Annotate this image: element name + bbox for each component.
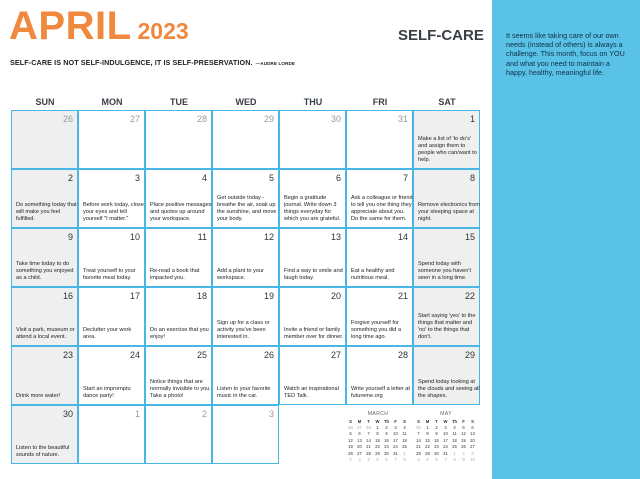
mini-day: 3 xyxy=(394,425,397,431)
day-cell xyxy=(279,287,346,346)
day-cell xyxy=(346,169,413,228)
day-activity: Place positive messages and quotes up around your workspace. xyxy=(150,202,212,222)
mini-day: 15 xyxy=(425,437,430,443)
day-cell xyxy=(212,405,279,464)
day-cell xyxy=(78,169,145,228)
mini-weekday: M xyxy=(425,418,430,424)
mini-day: 21 xyxy=(366,444,371,450)
weekday-label: MON xyxy=(101,97,123,107)
weekday-label: WED xyxy=(235,97,257,107)
quote-text: SELF-CARE IS NOT SELF-INDULGENCE, IT IS SELF-PRESERVATION. xyxy=(10,58,253,67)
day-cell xyxy=(212,169,279,228)
mini-weekday: Th xyxy=(451,418,458,424)
mini-calendar-week xyxy=(346,444,410,450)
day-cell xyxy=(346,228,413,287)
day-number: 1 xyxy=(469,114,475,124)
day-number: 21 xyxy=(397,291,408,301)
day-number: 8 xyxy=(469,173,475,183)
mini-day: 7 xyxy=(444,457,447,463)
day-activity: Do something today that will make you feel fulfilled. xyxy=(16,202,77,222)
mini-day: 28 xyxy=(366,450,371,456)
day-activity: Make a list of 'to do's' and assign them to people who can/want to help. xyxy=(418,136,477,163)
day-activity: Begin a gratitude journal. Write down 3 things everyday for which you are grateful. xyxy=(284,195,341,222)
day-cell xyxy=(11,110,78,169)
day-number: 27 xyxy=(129,114,140,124)
weekday-label: SAT xyxy=(438,97,456,107)
day-activity: Spend today with someone you haven't seen in a long time. xyxy=(418,261,472,281)
mini-calendar-week xyxy=(346,450,410,456)
day-activity: Treat yourself to your favorite meal today. xyxy=(83,268,136,281)
mini-day: 22 xyxy=(425,444,430,450)
mini-day: 4 xyxy=(367,457,370,463)
mini-day: 31 xyxy=(393,450,398,456)
day-cell xyxy=(145,346,212,405)
mini-day: 5 xyxy=(376,457,379,463)
mini-day: 10 xyxy=(443,431,448,437)
day-number: 6 xyxy=(335,173,341,183)
mini-day: 10 xyxy=(393,431,398,437)
day-cell xyxy=(346,287,413,346)
day-activity: Start saying 'yes' to the things that matter and 'no' to the things that don't. xyxy=(418,313,476,340)
mini-day: 6 xyxy=(358,431,361,437)
mini-calendar-week xyxy=(346,437,410,443)
day-cell xyxy=(346,110,413,169)
day-number: 31 xyxy=(397,114,408,124)
mini-day: 8 xyxy=(376,431,379,437)
day-activity: Do an exercise that you enjoy! xyxy=(150,327,209,340)
day-activity: Remove electronics from your sleeping space at night. xyxy=(418,202,480,222)
day-activity: Watch an inspirational TED Talk. xyxy=(284,386,339,399)
mini-calendar-weekdays xyxy=(414,418,478,424)
mini-day: 25 xyxy=(452,444,457,450)
mini-day: 16 xyxy=(434,437,439,443)
quote xyxy=(10,58,295,67)
mini-day: 28 xyxy=(366,425,371,431)
day-number: 13 xyxy=(330,232,341,242)
mini-day: 11 xyxy=(402,431,407,437)
mini-calendar-week xyxy=(346,431,410,437)
day-cell xyxy=(145,110,212,169)
day-number: 9 xyxy=(67,232,73,242)
quote-author: —AUDRE LORDE xyxy=(255,61,296,66)
day-cell xyxy=(78,287,145,346)
day-number: 2 xyxy=(201,409,207,419)
mini-weekday: S xyxy=(417,418,420,424)
mini-day: 4 xyxy=(453,425,456,431)
mini-day: 6 xyxy=(471,425,474,431)
weekday-label: THU xyxy=(303,97,323,107)
day-number: 5 xyxy=(268,173,274,183)
weekday-label: FRI xyxy=(372,97,388,107)
mini-day: 2 xyxy=(349,457,352,463)
mini-day: 29 xyxy=(375,450,380,456)
mini-calendar-week xyxy=(414,456,478,462)
day-number: 4 xyxy=(201,173,207,183)
calendar-title xyxy=(9,4,189,49)
day-number: 2 xyxy=(67,173,73,183)
mini-weekday: T xyxy=(435,418,438,424)
day-number: 30 xyxy=(62,409,73,419)
mini-weekday: F xyxy=(394,418,397,424)
mini-day: 2 xyxy=(462,450,465,456)
mini-day: 17 xyxy=(443,437,448,443)
day-cell xyxy=(11,169,78,228)
mini-day: 15 xyxy=(375,437,380,443)
day-cell xyxy=(11,405,78,464)
mini-calendar xyxy=(414,411,478,463)
day-number: 3 xyxy=(134,173,140,183)
mini-day: 11 xyxy=(452,431,457,437)
day-cell xyxy=(413,110,480,169)
mini-day: 14 xyxy=(366,437,371,443)
day-cell xyxy=(78,346,145,405)
mini-day: 4 xyxy=(417,457,420,463)
day-activity: Declutter your work area. xyxy=(83,327,132,340)
mini-day: 30 xyxy=(416,425,421,431)
day-number: 1 xyxy=(134,409,140,419)
day-activity: Sign up for a class or activity you've been interested in. xyxy=(217,320,270,340)
mini-day: 23 xyxy=(434,444,439,450)
day-number: 29 xyxy=(263,114,274,124)
mini-day: 8 xyxy=(403,457,406,463)
weekday-label: SUN xyxy=(35,97,55,107)
mini-day: 1 xyxy=(453,450,456,456)
day-activity: Add a plant to your workspace. xyxy=(217,268,264,281)
day-cell xyxy=(145,169,212,228)
mini-day: 3 xyxy=(444,425,447,431)
day-number: 29 xyxy=(464,350,475,360)
mini-day: 31 xyxy=(443,450,448,456)
day-activity: Drink more water! xyxy=(16,393,61,399)
mini-day: 4 xyxy=(403,425,406,431)
mini-day: 27 xyxy=(357,425,362,431)
mini-calendar-month: MARCH xyxy=(367,411,389,417)
day-cell xyxy=(413,228,480,287)
mini-day: 12 xyxy=(461,431,466,437)
mini-day: 20 xyxy=(470,437,475,443)
weekday-label: TUE xyxy=(170,97,188,107)
day-cell xyxy=(212,346,279,405)
mini-day: 10 xyxy=(470,457,475,463)
day-cell xyxy=(279,169,346,228)
day-cell xyxy=(11,287,78,346)
mini-day: 19 xyxy=(348,444,353,450)
mini-day: 7 xyxy=(394,457,397,463)
mini-calendar-week xyxy=(414,424,478,430)
day-cell xyxy=(279,228,346,287)
mini-calendar-week xyxy=(414,437,478,443)
day-number: 15 xyxy=(464,232,475,242)
day-number: 20 xyxy=(330,291,341,301)
mini-day: 6 xyxy=(385,457,388,463)
month-name: APRIL xyxy=(9,4,132,48)
day-number: 30 xyxy=(330,114,341,124)
mini-calendar-month: MAY xyxy=(440,411,452,417)
day-cell xyxy=(11,346,78,405)
day-number: 10 xyxy=(129,232,140,242)
day-activity: Listen to the beautiful sounds of nature. xyxy=(16,445,70,458)
mini-day: 14 xyxy=(416,437,421,443)
day-cell xyxy=(212,110,279,169)
day-cell xyxy=(279,110,346,169)
mini-weekday: M xyxy=(357,418,362,424)
day-activity: Ask a colleague or friend to tell you one thing they appreciate about you. Do the same for them. xyxy=(351,195,413,222)
mini-calendar-week xyxy=(414,450,478,456)
day-cell xyxy=(212,228,279,287)
mini-day: 1 xyxy=(403,450,406,456)
day-cell xyxy=(78,110,145,169)
day-cell xyxy=(11,228,78,287)
mini-day: 18 xyxy=(452,437,457,443)
mini-day: 22 xyxy=(375,444,380,450)
mini-day: 23 xyxy=(384,444,389,450)
day-number: 24 xyxy=(129,350,140,360)
mini-day: 27 xyxy=(357,450,362,456)
mini-day: 24 xyxy=(393,444,398,450)
mini-day: 9 xyxy=(385,431,388,437)
mini-day: 5 xyxy=(462,425,465,431)
mini-weekday: S xyxy=(403,418,406,424)
mini-day: 8 xyxy=(426,431,429,437)
day-cell xyxy=(145,405,212,464)
mini-day: 2 xyxy=(435,425,438,431)
mini-calendar-week xyxy=(414,431,478,437)
monthly-theme: SELF-CARE xyxy=(398,27,484,44)
day-number: 28 xyxy=(397,350,408,360)
mini-weekday: F xyxy=(462,418,465,424)
day-number: 12 xyxy=(263,232,274,242)
day-activity: Notice things that are normally invisible to you. Take a photo! xyxy=(150,379,211,399)
mini-weekday: S xyxy=(471,418,474,424)
mini-weekday: S xyxy=(349,418,352,424)
mini-calendar-weekdays xyxy=(346,418,410,424)
mini-day: 16 xyxy=(384,437,389,443)
mini-weekday: W xyxy=(375,418,380,424)
mini-day: 24 xyxy=(443,444,448,450)
mini-day: 5 xyxy=(426,457,429,463)
mini-day: 3 xyxy=(358,457,361,463)
mini-weekday: T xyxy=(367,418,370,424)
mini-day: 1 xyxy=(426,425,429,431)
calendar-grid xyxy=(11,110,481,465)
day-number: 14 xyxy=(397,232,408,242)
mini-calendar-week xyxy=(414,444,478,450)
day-activity: Before work today, close your eyes and tell yourself "I matter." xyxy=(83,202,144,222)
day-activity: Eat a healthy and nutritious meal. xyxy=(351,268,395,281)
day-activity: Re-read a book that impacted you. xyxy=(150,268,200,281)
mini-day: 18 xyxy=(402,437,407,443)
mini-day: 9 xyxy=(462,457,465,463)
day-activity: Visit a park, museum or attend a local event. xyxy=(16,327,75,340)
day-number: 16 xyxy=(62,291,73,301)
day-number: 25 xyxy=(196,350,207,360)
mini-day: 30 xyxy=(434,450,439,456)
day-activity: Get outside today - breathe the air, soak up the sunshine, and move your body. xyxy=(217,195,277,222)
mini-day: 29 xyxy=(425,450,430,456)
mini-day: 1 xyxy=(376,425,379,431)
mini-day: 25 xyxy=(402,444,407,450)
day-cell xyxy=(413,287,480,346)
mini-day: 26 xyxy=(348,425,353,431)
day-activity: Listen to your favorite music in the car. xyxy=(217,386,271,399)
mini-day: 27 xyxy=(470,444,475,450)
mini-calendar-week xyxy=(346,424,410,430)
year: 2023 xyxy=(137,18,189,44)
mini-day: 8 xyxy=(453,457,456,463)
day-number: 17 xyxy=(129,291,140,301)
mini-day: 5 xyxy=(349,431,352,437)
mini-day: 13 xyxy=(357,437,362,443)
mini-weekday: Th xyxy=(383,418,390,424)
mini-day: 21 xyxy=(416,444,421,450)
mini-day: 26 xyxy=(461,444,466,450)
day-activity: Forgive yourself for something you did a long time ago. xyxy=(351,320,402,340)
sidebar-text: It seems like taking care of our own needs (instead of others) is always a challenge. This month, focus on YOU and what you need to maintain a happy, healthy, meaningful life. xyxy=(506,31,625,77)
mini-day: 7 xyxy=(367,431,370,437)
day-cell xyxy=(145,228,212,287)
day-number: 3 xyxy=(268,409,274,419)
day-cell xyxy=(78,405,145,464)
mini-day: 26 xyxy=(348,450,353,456)
day-number: 26 xyxy=(62,114,73,124)
mini-calendar xyxy=(346,411,410,463)
mini-day: 28 xyxy=(416,450,421,456)
day-activity: Write yourself a letter at futureme.org xyxy=(351,386,410,399)
day-cell xyxy=(78,228,145,287)
day-cell xyxy=(413,169,480,228)
day-number: 7 xyxy=(402,173,408,183)
mini-day: 12 xyxy=(348,437,353,443)
mini-day: 2 xyxy=(385,425,388,431)
mini-day: 13 xyxy=(470,431,475,437)
day-activity: Find a way to smile and laugh today. xyxy=(284,268,343,281)
day-cell xyxy=(413,346,480,405)
mini-day: 19 xyxy=(461,437,466,443)
day-cell xyxy=(145,287,212,346)
mini-day: 9 xyxy=(435,431,438,437)
day-number: 26 xyxy=(263,350,274,360)
day-number: 22 xyxy=(464,291,475,301)
day-cell xyxy=(212,287,279,346)
day-number: 28 xyxy=(196,114,207,124)
day-activity: Invite a friend or family member over for dinner. xyxy=(284,327,344,340)
mini-day: 6 xyxy=(435,457,438,463)
sidebar xyxy=(492,0,640,479)
day-number: 19 xyxy=(263,291,274,301)
day-number: 23 xyxy=(62,350,73,360)
day-activity: Spend today looking at the clouds and seeing all the shapes. xyxy=(418,379,480,399)
mini-day: 7 xyxy=(417,431,420,437)
mini-day: 3 xyxy=(471,450,474,456)
day-number: 11 xyxy=(197,232,207,242)
day-activity: Start an impromptu dance party! xyxy=(83,386,131,399)
day-cell xyxy=(279,346,346,405)
day-number: 27 xyxy=(330,350,341,360)
day-activity: Take time today to do something you enjoyed as a child. xyxy=(16,261,74,281)
mini-weekday: W xyxy=(443,418,448,424)
mini-day: 30 xyxy=(384,450,389,456)
mini-calendar-week xyxy=(346,456,410,462)
day-number: 18 xyxy=(196,291,207,301)
mini-day: 20 xyxy=(357,444,362,450)
day-cell xyxy=(346,346,413,405)
mini-day: 17 xyxy=(393,437,398,443)
